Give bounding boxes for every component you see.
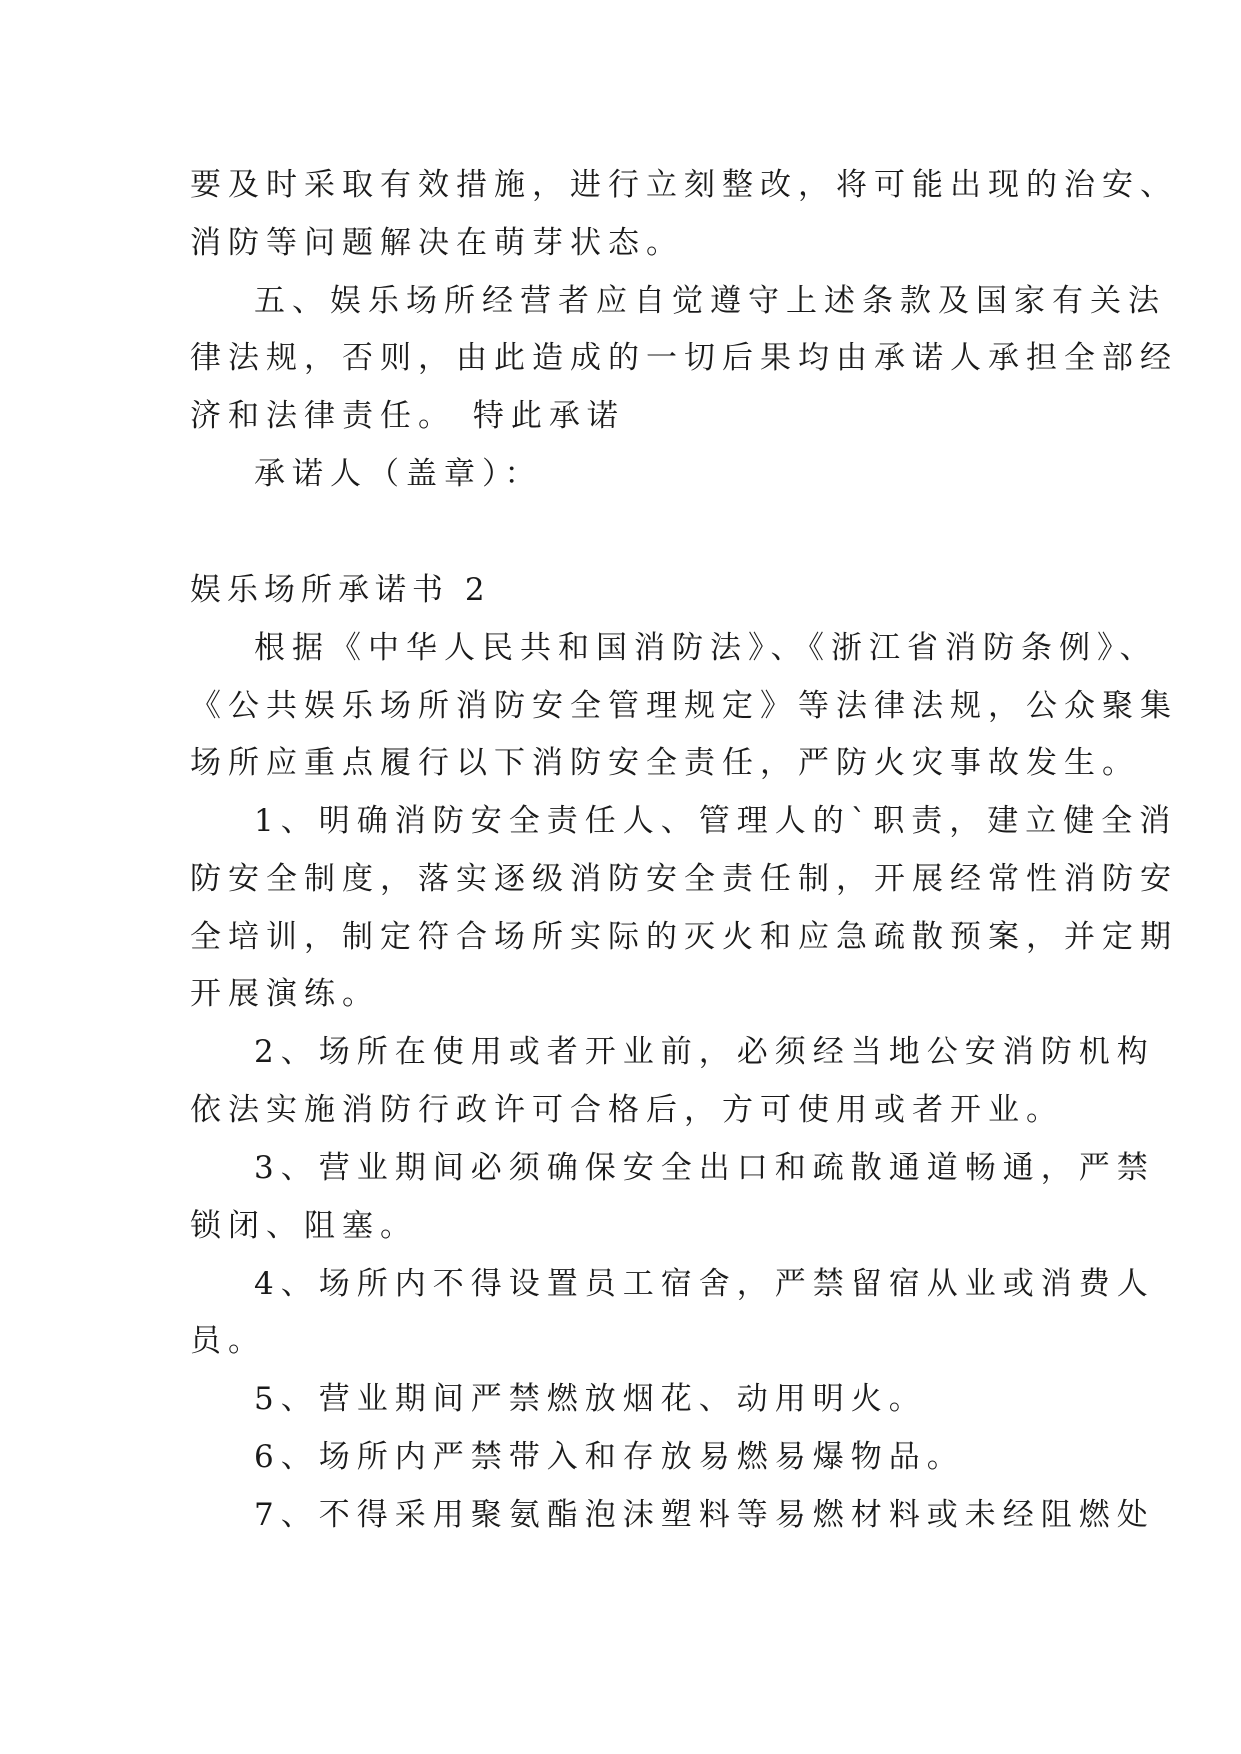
- text-line: 锁闭、阻塞。: [190, 1208, 418, 1244]
- text-line: 4、场所内不得设置员工宿舍，严禁留宿从业或消费人: [254, 1266, 1155, 1302]
- text-line: 场所应重点履行以下消防安全责任，严防火灾事故发生。: [190, 745, 1140, 781]
- text-line: 《公共娱乐场所消防安全管理规定》等法律法规，公众聚集: [190, 688, 1178, 724]
- text-line: 五、娱乐场所经营者应自觉遵守上述条款及国家有关法: [254, 283, 1166, 319]
- text-line: 1、明确消防安全责任人、管理人的`职责，建立健全消: [254, 803, 1178, 839]
- text-line: 律法规，否则，由此造成的一切后果均由承诺人承担全部经: [190, 340, 1178, 376]
- text-line: 要及时采取有效措施，进行立刻整改，将可能出现的治安、: [190, 167, 1178, 203]
- text-line: 全培训，制定符合场所实际的灭火和应急疏散预案，并定期: [190, 919, 1178, 955]
- text-line: 依法实施消防行政许可合格后，方可使用或者开业。: [190, 1092, 1064, 1128]
- signature-line: 承诺人（盖章）：: [254, 456, 543, 492]
- text-line: 消防等问题解决在萌芽状态。: [190, 225, 684, 261]
- text-line: 防安全制度，落实逐级消防安全责任制，开展经常性消防安: [190, 861, 1178, 897]
- section-title: 娱乐场所承诺书 2: [190, 572, 491, 608]
- text-line: 根据《中华人民共和国消防法》、《浙江省消防条例》、: [254, 630, 1158, 666]
- text-line: 5、营业期间严禁燃放烟花、动用明火。: [254, 1381, 927, 1417]
- text-line: 员。: [190, 1323, 266, 1359]
- text-line: 2、场所在使用或者开业前，必须经当地公安消防机构: [254, 1034, 1155, 1070]
- text-line: 6、场所内严禁带入和存放易燃易爆物品。: [254, 1439, 965, 1475]
- text-line: 7、不得采用聚氨酯泡沫塑料等易燃材料或未经阻燃处: [254, 1497, 1155, 1533]
- text-line: 开展演练。: [190, 976, 380, 1012]
- text-line: 3、营业期间必须确保安全出口和疏散通道畅通，严禁: [254, 1150, 1155, 1186]
- text-line: 济和法律责任。 特此承诺: [190, 398, 625, 434]
